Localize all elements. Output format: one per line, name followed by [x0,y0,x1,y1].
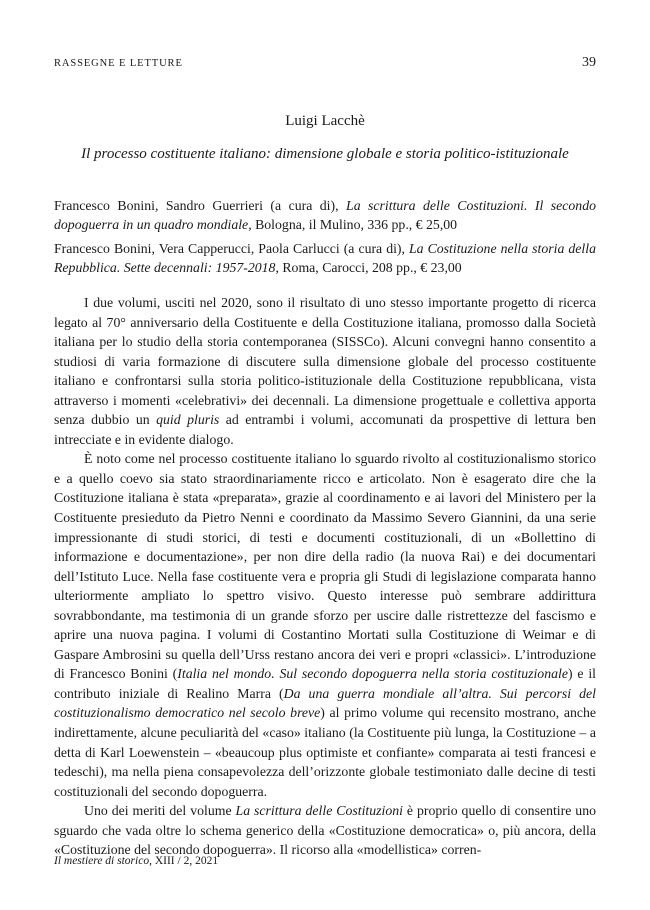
paragraph-3 [54,801,596,860]
italic-title: Italia nel mondo. Sul secondo dopoguerra nella storia costituzionale [177,666,568,682]
reviewed-books [54,196,596,282]
text-run: È noto come nel processo costituente italiano lo sguardo rivolto al costituzionalismo storico e a quello coevo sia stato straordinariamente ricco e articolato. Non è esagerato dire che la Costituzione italiana è stata «preparata», grazie al coordinamento e ai lavori del Ministero per la Costituente presieduto da Pietro Nenni e coordinato da Massimo Severo Giannini, da una serie impressionante di studi storici, di testi e documenti costituzionali, di un «Bollettino di informazione e documentazione», per non dire della radio (la nuova Rai) e dei documentari dell’Istituto Luce. Nella fase costituente vera e propria gli Studi di legislazione comparata hanno ulteriormente ampliato lo spettro visivo. Questo interesse può sembrare addirittura sovrabbondante, ma testimonia di un grande sforzo per uscire dalle ristrettezze del fascismo e aprire una nuova pagina. I volumi di Costantino Mortati sulla Costituzione di Weimar e di Gaspare Ambrosini su quella dell’Urss restano ancora dei veri e propri «classici». L’introduzione di Francesco Bonini ( [54,451,596,682]
running-head: RASSEGNE E LETTURE [54,58,183,69]
text-run: ad entrambi i volumi, accomunati da prospettive di lettura ben intrecciate e in evidente dialogo. [54,412,597,447]
reference-details: , Roma, Carocci, 208 pp., € 23,00 [275,260,462,276]
reference-title: La scrittura delle Costituzioni. Il secondo dopoguerra in un quadro mondiale [54,198,596,233]
reference-2 [54,239,596,278]
journal-issue: , XIII / 2, 2021 [149,855,219,867]
page-number: 39 [582,55,596,70]
reference-1 [54,196,596,235]
text-run: è proprio quello di consentire uno sguardo che vada oltre lo schema generico della «Costituzione democratica» o, più ancora, della «Costituzione del secondo dopoguerra». Il ricorso alla «modellistica» corren- [54,803,596,858]
paragraph-2 [54,449,596,801]
text-run: I due volumi, usciti nel 2020, sono il risultato di uno stesso importante progetto di ricerca legato al 70° anniversario della Costituente e della Costituzione italiana, promosso dalla Società italiana per lo studio della storia contemporanea (SISSCo). Alcuni convegni hanno consentito a studiosi di varia formazione di discutere sulla dimensione globale del processo costituente italiano e confrontarsi sulla storia politico-istituzionale della Costituzione repubblicana, vista attraverso i momenti «celebrativi» dei decennali. La dimensione progettuale e collettiva apporta senza dubbio un [54,295,596,428]
reference-details: , Bologna, il Mulino, 336 pp., € 25,00 [248,217,458,233]
article-author: Luigi Lacchè [285,113,365,129]
journal-name: Il mestiere di storico [54,855,150,867]
italic-title: Da una guerra mondiale all’altra. Sui percorsi del costituzionalismo democratico nel secolo breve [54,685,596,721]
text-run: ) al primo volume qui recensito mostrano, anche indirettamente, alcune peculiarità del «caso» italiano (la Costituente più lunga, la Costituzione – a detta di Karl Loewenstein – «beaucoup plus optimiste et confiante» comparata ai testi francesi e tedeschi), ma nella piena consapevolezza dell’orizzonte globale testimoniato dalle decine di testi costituzionali del secondo dopoguerra. [54,705,596,799]
italic-term: quid pluris [156,412,220,428]
paragraph-1 [54,293,596,449]
text-run: Uno dei meriti del volume [84,803,236,819]
text-run: ) e il contributo iniziale di Realino Marra ( [54,666,596,701]
reference-authors: Francesco Bonini, Sandro Guerrieri (a cura di), [54,198,347,213]
page-footer [54,855,218,867]
reference-authors: Francesco Bonini, Vera Capperucci, Paola Carlucci (a cura di), [54,240,409,256]
article-body [54,293,596,860]
reference-title: La Costituzione nella storia della Repubblica. Sette decennali: 1957-2018 [54,240,596,276]
italic-title: La scrittura delle Costituzioni [235,803,403,819]
article-title: Il processo costituente italiano: dimensione globale e storia politico-istituzionale [81,146,569,162]
